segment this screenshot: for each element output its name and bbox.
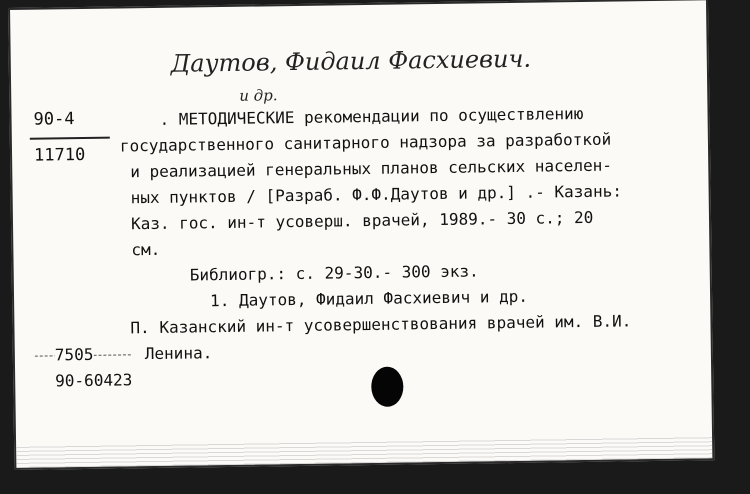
entry-line: государственного санитарного надзора за разработкой bbox=[119, 129, 612, 156]
note-line: 1. Даутов, Фидаил Фасхиевич и др. bbox=[209, 286, 529, 311]
handwritten-note: и др. bbox=[239, 86, 278, 105]
call-number-bottom: 11710 bbox=[33, 144, 86, 166]
entry-line: см. bbox=[131, 239, 161, 260]
scan-edge bbox=[16, 436, 712, 468]
entry-line: ных пунктов / [Разраб. Ф.Ф.Даутов и др.] .- Казань: bbox=[130, 181, 623, 208]
entry-line: . МЕТОДИЧЕСКИЕ рекомендации по осуществлению bbox=[159, 103, 584, 129]
call-number-top: 90-4 bbox=[33, 109, 75, 130]
call-number-divider bbox=[30, 137, 110, 140]
entry-line: и реализацией генеральных планов сельских населен- bbox=[130, 155, 613, 182]
punch-hole bbox=[371, 367, 404, 407]
catalog-card bbox=[8, 0, 714, 470]
note-line: Библиогр.: с. 29-30.- 300 экз. bbox=[189, 261, 479, 285]
entry-line: Каз. гос. ин-т усоверш. врачей, 1989.- 30 с.; 20 bbox=[130, 207, 594, 234]
note-line: П. Казанский ин-т усовершенствования врачей им. В.И. bbox=[130, 311, 632, 338]
footer-code1: 7505 bbox=[54, 344, 94, 365]
footer-code2: 90-60423 bbox=[55, 370, 133, 391]
handwritten-author: Даутов, Фидаил Фасхиевич. bbox=[170, 44, 532, 78]
note-line: Ленина. bbox=[144, 343, 213, 364]
